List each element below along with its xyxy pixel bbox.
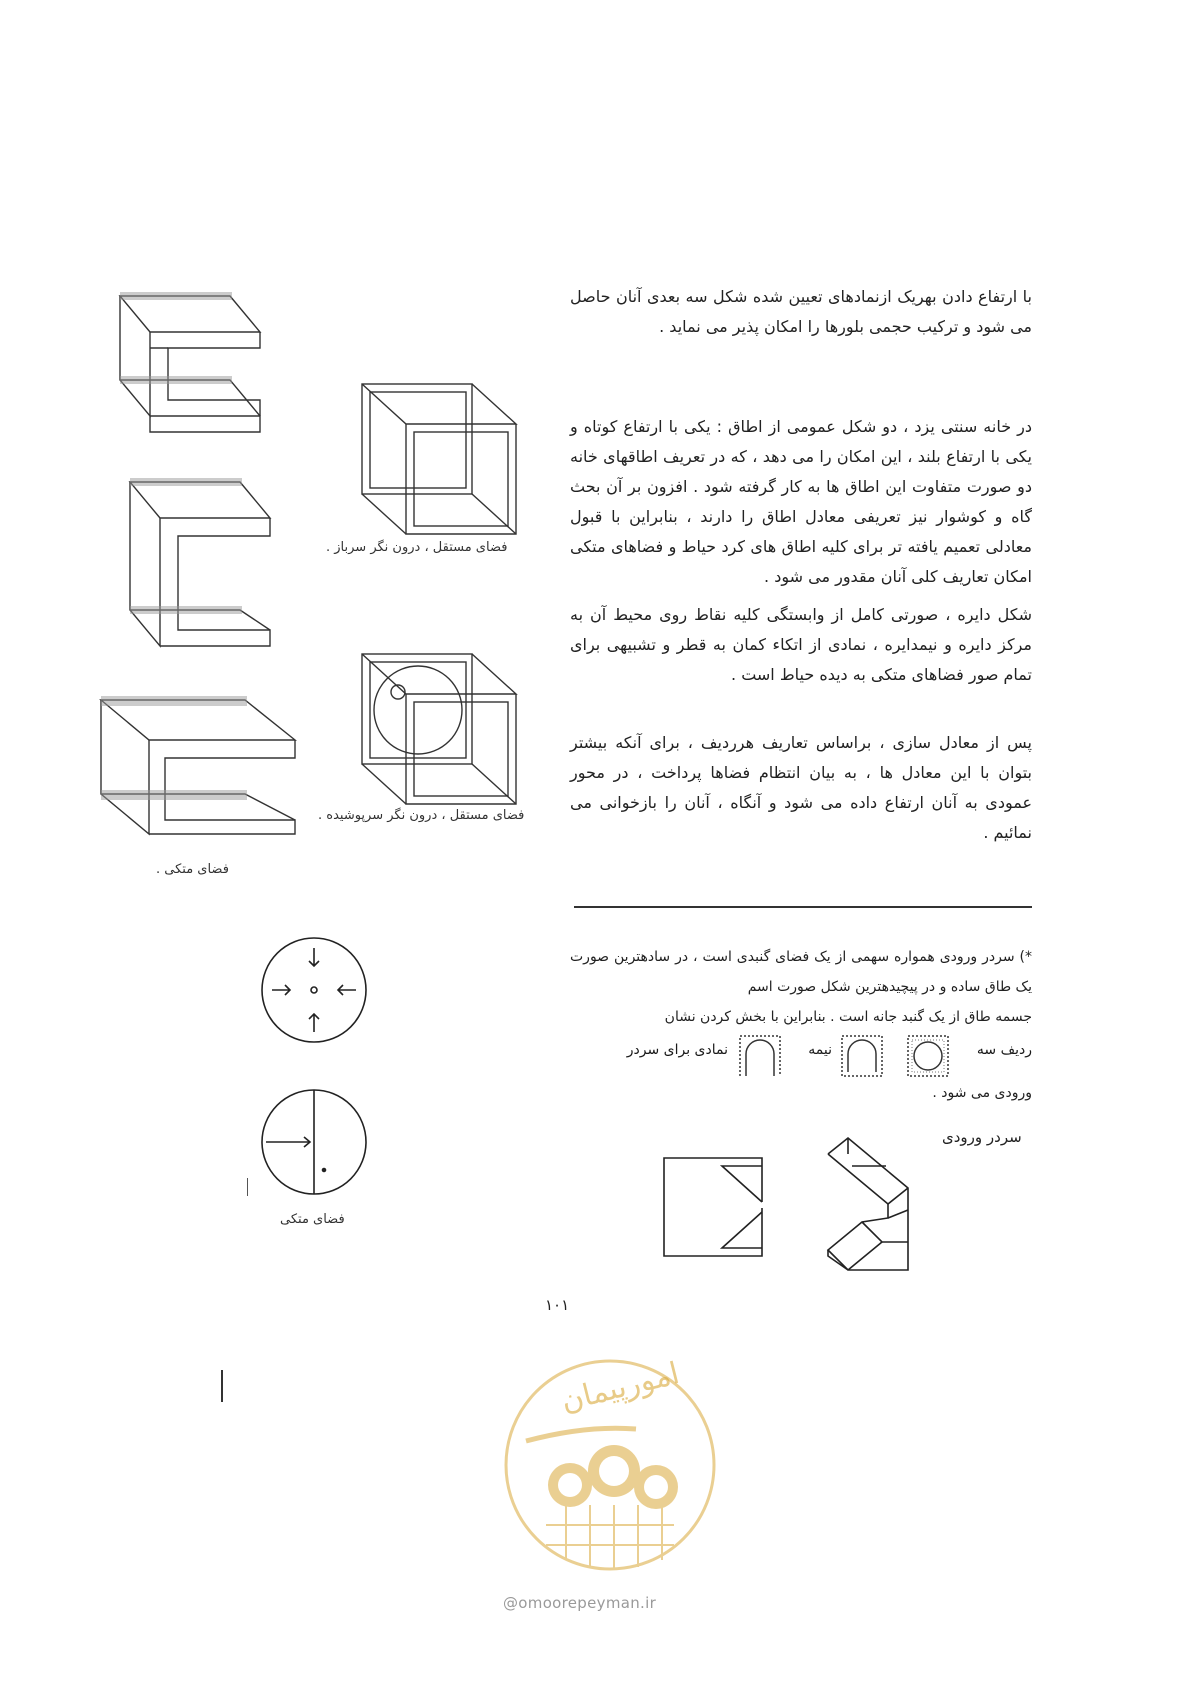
semicircle-figure <box>258 1086 370 1198</box>
footnote-row-start: ردیف سه <box>976 1042 1032 1058</box>
footnote-symbol-row <box>574 1034 1032 1078</box>
footnote: *) سردر ورودی همواره سهمی از یک فضای گنبدی است ، در سادهترین صورت یک طاق ساده و در پیچیدهترین شکل صورت اسم جسمه طاق از یک گنبد جانه است . بنابراین با بخش کردن نشان <box>570 949 1032 1025</box>
cube-top-caption: فضای مستقل ، درون نگر سرباز . <box>326 540 508 555</box>
footnote-row-end: نمادی برای سردر <box>626 1042 728 1058</box>
full-dome-square-icon <box>906 1034 950 1078</box>
cube-open-figure <box>358 380 528 540</box>
watermark-url: @omoorepeyman.ir <box>503 1594 657 1612</box>
entrance-square-icon <box>738 1034 782 1078</box>
cube-domed-figure <box>358 650 528 810</box>
c-shape-figure-1 <box>110 292 280 452</box>
circle-center-figure <box>258 934 370 1046</box>
entrance-label: سردر ورودی <box>942 1128 1022 1146</box>
c-shape-figure-2 <box>120 478 290 658</box>
paragraph-2: در خانه سنتی یزد ، دو شکل عمومی از اطاق : یکی با ارتفاع کوتاه و یکی با ارتفاع بلند ، این امکان را می دهد ، که در تعریف اطاقهای خانه دو صورت متفاوت این اطاق ها به کار گرفته شود . افزون بر آن بحث گاه و کوشوار نیز تعریفی معادل اطاق را دارند ، بنابراین با قبول معادلی تعمیم یافته تر برای کلیه اطاق های کرد حیاط و فضاهای متکی امکان تعاریف کلی آنان مقدور می شود . <box>570 417 1032 586</box>
entrance-plan-figure <box>658 1152 768 1262</box>
half-dome-square-icon <box>840 1034 884 1078</box>
paragraph-1: با ارتفاع دادن بهریک ازنمادهای تعیین شده شکل سه بعدی آنان حاصل می شود و ترکیب حجمی بلورها را امکان پذیر می نماید . <box>570 287 1032 336</box>
footnote-divider <box>574 906 1032 908</box>
cube-bottom-caption: فضای مستقل ، درون نگر سرپوشیده . <box>318 808 525 823</box>
c-shapes-caption: فضای متکی . <box>156 862 229 877</box>
watermark-brand-text: امورپیمان <box>557 1355 683 1420</box>
paragraph-4: پس از معادل سازی ، براساس تعاریف هرردیف ، برای آنکه بیشتر بتوان با این معادل ها ، به بیان انتظام فضاها پرداخت ، در محور عمودی به آنان ارتفاع داده می شود و آنگاه ، آنان را بازخوانی می نمائیم . <box>570 733 1032 842</box>
c-shape-figure-3 <box>95 696 305 846</box>
footnote-row-mid: نیمه <box>808 1042 832 1058</box>
scan-mark <box>247 1178 248 1196</box>
footnote-end: ورودی می شود . <box>932 1085 1032 1101</box>
entrance-iso-figure <box>822 1134 932 1274</box>
circles-caption: فضای متکی <box>280 1212 345 1227</box>
paragraph-3: شکل دایره ، صورتی کامل از وابستگی کلیه نقاط روی محیط آن به مرکز دایره و نیمدایره ، نمادی از اتکاء کمان به قطر و تشبیهی برای تمام صور فضاهای متکی به دیده حیاط است . <box>570 605 1032 684</box>
page-number: ۱۰۱ <box>545 1296 570 1314</box>
scan-mark <box>221 1370 223 1402</box>
